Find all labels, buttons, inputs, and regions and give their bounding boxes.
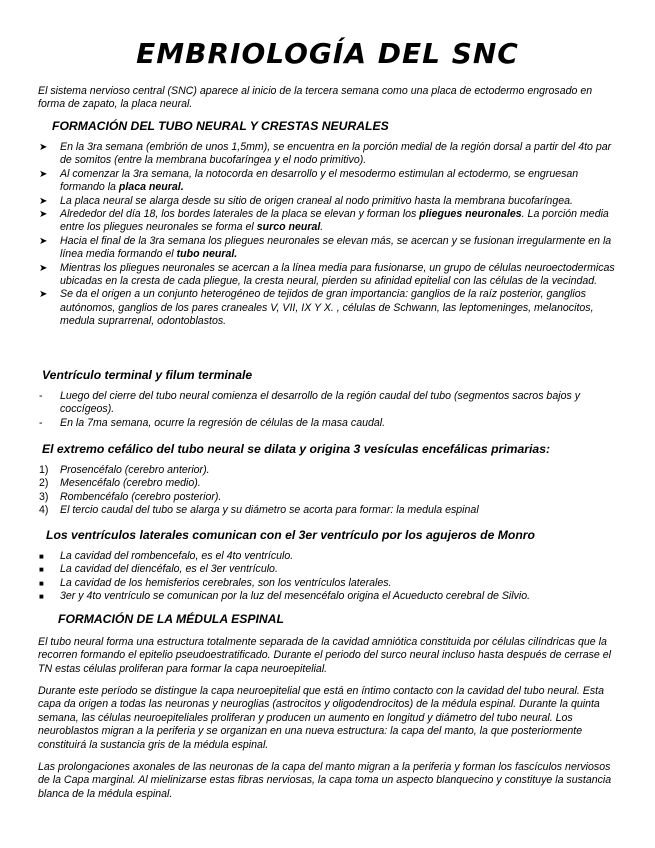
section3-heading: El extremo cefálico del tubo neural se dilata y origina 3 vesículas encefálicas primarias: bbox=[42, 442, 551, 456]
list-item: ■ La cavidad de los hemisferios cerebrales, son los ventrículos laterales. bbox=[39, 576, 392, 589]
square-bullet-icon: ■ bbox=[39, 578, 44, 588]
arrow-bullet-icon: ➤ bbox=[39, 142, 48, 153]
list-item: ➤ Alrededor del día 18, los bordes laterales de la placa se elevan y forman los pliegues neuronales. La porción media entre los pliegues neuronales se forma el surco neural. bbox=[39, 208, 609, 234]
body-paragraph-2: Durante este período se distingue la capa neuroepitelial que está en íntimo contacto con la cavidad del tubo neural. Esta capa da origen a todas las neuronas y neuroglias (astrocitos y oligodendrocitos) de la médula espinal. Durante la quinta semana, las células neuroepiteliales proliferan y producen un aumento en longitud y diámetro del tubo neural. Los neuroblastos migran a la periferia y se organizan en una nueva estructura: la capa del manto, la que posteriormente constituirá la sustancia gris de la médula espinal. bbox=[38, 685, 604, 751]
body-paragraph-3: Las prolongaciones axonales de las neuronas de la capa del manto migran a la periferia y forman los fascículos nerviosos de la Capa marginal. Al mielinizarse estas fibras nerviosas, la capa toma un aspecto blanquecino y constituye la sustancia blanca de la médula espinal. bbox=[38, 761, 612, 800]
list-item: ➤ En la 3ra semana (embrión de unos 1,5mm), se encuentra en la porción medial de la región dorsal a partir del 4to par de somitos (entre la membrana bucofaríngea y el nodo primitivo). bbox=[39, 141, 612, 167]
list-item: 1) Prosencéfalo (cerebro anterior). bbox=[39, 464, 210, 476]
section1-heading: FORMACIÓN DEL TUBO NEURAL Y CRESTAS NEURALES bbox=[52, 119, 389, 133]
list-item: ■ La cavidad del diencéfalo, es el 3er ventrículo. bbox=[39, 563, 278, 576]
square-bullet-icon: ■ bbox=[39, 565, 44, 575]
dash-marker: - bbox=[39, 416, 43, 429]
list-item: ➤ Hacia el final de la 3ra semana los pliegues neuronales se elevan más, se acercan y se fusionan irregularmente en la línea media formando el tubo neural. bbox=[39, 234, 612, 261]
square-bullet-icon: ■ bbox=[39, 592, 44, 602]
arrow-bullet-icon: ➤ bbox=[39, 262, 48, 274]
dash-marker: - bbox=[39, 390, 43, 402]
intro-paragraph: El sistema nervioso central (SNC) aparece al inicio de la tercera semana como una placa de ectodermo engrosado en forma de zapato, la placa neural. bbox=[38, 85, 593, 111]
list-item: 2) Mesencéfalo (cerebro medio). bbox=[39, 477, 201, 490]
list-item: ➤ Mientras los pliegues neuronales se acercan a la línea media para fusionarse, un grupo de células neuroectodermicas ubicadas en la cresta de cada pliegue, la cresta neural, pierden su afinidad epitelial con las células de la vecindad. bbox=[39, 261, 615, 288]
section1-list bbox=[38, 141, 616, 329]
arrow-bullet-icon: ➤ bbox=[39, 235, 48, 247]
section4-heading: Los ventrículos laterales comunican con el 3er ventrículo por los agujeros de Monro bbox=[46, 528, 535, 542]
list-item: ➤ Se da el origen a un conjunto heterogéneo de tejidos de gran importancia: ganglios de la raíz posterior, ganglios autónomos, ganglios de los pares craneales V, VII, IX Y X. , células de Schwann, las leptomeninges, melanocitos, medula suprarrenal, odontoblastos. bbox=[39, 288, 594, 328]
square-bullet-icon: ■ bbox=[39, 552, 44, 561]
number-marker: 2) bbox=[39, 477, 49, 490]
list-item: 3) Rombencéfalo (cerebro posterior). bbox=[39, 490, 222, 503]
number-marker: 1) bbox=[39, 464, 49, 476]
number-marker: 4) bbox=[39, 504, 49, 517]
section2-heading: Ventrículo terminal y filum terminale bbox=[42, 368, 253, 382]
arrow-bullet-icon: ➤ bbox=[39, 289, 48, 301]
list-item: ➤ Al comenzar la 3ra semana, la notocorda en desarrollo y el mesodermo estimulan al ectodermo, se engruesan formando la placa neural. bbox=[39, 167, 579, 194]
list-item: 4) El tercio caudal del tubo se alarga y su diámetro se acorta para formar: la medula espinal bbox=[39, 504, 479, 517]
page-title: EMBRIOLOGÍA DEL SNC bbox=[136, 37, 519, 70]
arrow-bullet-icon: ➤ bbox=[39, 195, 48, 207]
list-item: - En la 7ma semana, ocurre la regresión de células de la masa caudal. bbox=[39, 416, 386, 429]
section3-list bbox=[38, 464, 616, 518]
section2-list bbox=[38, 390, 616, 430]
list-item: - Luego del cierre del tubo neural comienza el desarrollo de la región caudal del tubo (segmentos sacros bajos y coccígeos). bbox=[39, 390, 580, 416]
arrow-bullet-icon: ➤ bbox=[39, 168, 48, 180]
list-item: ➤ La placa neural se alarga desde su sitio de origen craneal al nodo primitivo hasta la membrana bucofaríngea. bbox=[39, 194, 573, 207]
number-marker: 3) bbox=[39, 490, 49, 503]
body-paragraph-1: El tubo neural forma una estructura totalmente separada de la cavidad amniótica constituida por células cilíndricas que la recorren formando el epitelio pseudoestratificado. Durante el periodo del surco neural incluso hasta después de cerrase el TN estas células proliferan para formar la capa neuroepitelial. bbox=[38, 636, 611, 675]
list-item: ■ 3er y 4to ventrículo se comunican por la luz del mesencéfalo origina el Acueducto cerebral de Silvio. bbox=[39, 590, 531, 603]
list-item: ■ La cavidad del rombencefalo, es el 4to ventrículo. bbox=[39, 550, 294, 562]
section5-heading: FORMACIÓN DE LA MÉDULA ESPINAL bbox=[58, 612, 284, 626]
section4-list bbox=[38, 550, 616, 604]
arrow-bullet-icon: ➤ bbox=[39, 209, 48, 221]
